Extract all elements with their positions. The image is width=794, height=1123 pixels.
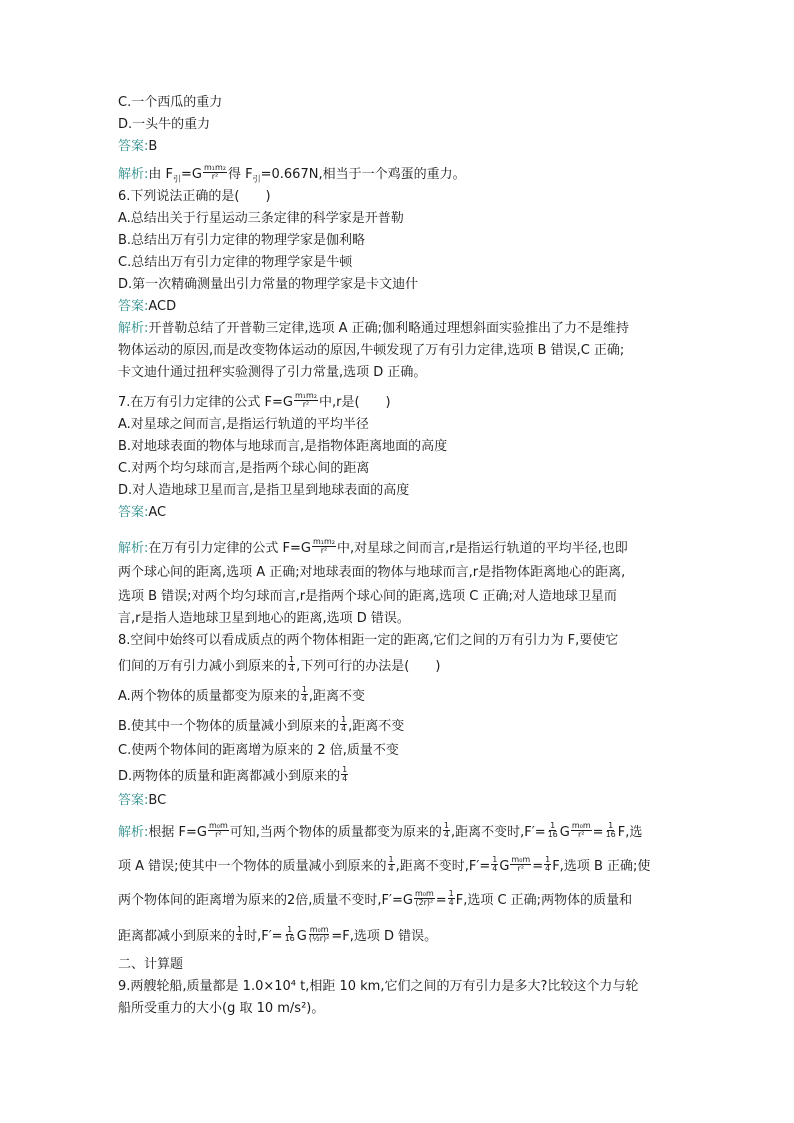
q8-explanation-line-3 xyxy=(118,889,633,910)
q7-answer xyxy=(118,504,166,522)
fraction-denominator: r² xyxy=(517,864,525,873)
option-text: D.两物体的质量和距离都减小到原来的 xyxy=(118,769,341,784)
explanation-text: =F,选项 D 错误。 xyxy=(331,929,438,944)
q8-explanation-line-2 xyxy=(118,855,651,876)
fraction xyxy=(208,822,229,839)
q8-explanation-line-1 xyxy=(118,821,643,842)
q6-explanation-line-2: 物体运动的原因,而是改变物体运动的原因,牛顿发现了万有引力定律,选项 B 错误,C 正确; xyxy=(118,343,625,358)
explanation-text: F,选项 B 正确;使 xyxy=(552,859,651,874)
explanation-text: 时,F′= xyxy=(244,929,283,944)
fraction-denominator: r² xyxy=(320,546,328,555)
q7-option-c: C.对两个均匀球而言,是指两个球心间的距离 xyxy=(118,461,370,476)
option-text: ,距离不变 xyxy=(348,719,405,734)
q8-answer xyxy=(118,792,166,810)
explanation-text: F,选 xyxy=(617,825,643,840)
fraction-denominator: 4 xyxy=(388,864,394,873)
q8-option-d xyxy=(118,765,349,786)
answer-label: 答案: xyxy=(118,793,149,808)
fraction xyxy=(443,822,450,839)
q7-explanation-line-4: 言,r是指人造地球卫星到地心的距离,选项 D 错误。 xyxy=(118,611,410,626)
q6-stem: 6.下列说法正确的是( ) xyxy=(118,189,271,204)
q5-option-c: C.一个西瓜的重力 xyxy=(118,95,223,110)
fraction-denominator: r² xyxy=(578,830,585,839)
fraction-numerator: 1 xyxy=(492,855,498,864)
fraction-numerator: m₀m xyxy=(414,889,434,898)
explanation-text: 由 F xyxy=(148,167,174,182)
explanation-label: 解析: xyxy=(118,167,149,182)
fraction-denominator: 4 xyxy=(301,694,307,703)
explanation-label: 解析: xyxy=(118,321,149,336)
fraction-numerator: 1 xyxy=(342,765,348,774)
explanation-text: 根据 F=G xyxy=(148,825,207,840)
fraction-denominator: r² xyxy=(211,172,219,181)
fraction-denominator: 4 xyxy=(237,934,243,943)
q9-line-2: 船所受重力的大小(g 取 10 m/s²)。 xyxy=(118,1001,325,1016)
stem-text: ,下列可行的办法是( ) xyxy=(296,659,441,674)
q6-option-d: D.第一次精确测量出引力常量的物理学家是卡文迪什 xyxy=(118,277,419,292)
q8-stem-line-1: 8.空间中始终可以看成质点的两个物体相距一定的距离,它们之间的万有引力为 F,要使它 xyxy=(118,633,619,648)
answer-value: ACD xyxy=(148,299,177,314)
fraction-numerator: m₀m xyxy=(208,821,228,830)
explanation-text: 两个物体间的距离增为原来的2倍,质量不变时,F′=G xyxy=(118,893,413,908)
q7-option-b: B.对地球表面的物体与地球而言,是指物体距离地面的高度 xyxy=(118,439,448,454)
explanation-text: = xyxy=(532,859,544,874)
q8-option-b xyxy=(118,715,405,736)
q6-explanation-line-1 xyxy=(118,320,629,338)
section-title: 二、计算题 xyxy=(118,957,184,972)
q6-option-a: A.总结出关于行星运动三条定律的科学家是开普勒 xyxy=(118,211,404,226)
fraction-denominator: 4 xyxy=(448,898,454,907)
fraction-denominator: (2r)² xyxy=(415,898,434,907)
option-text: ,距离不变 xyxy=(308,689,366,704)
fraction xyxy=(308,926,331,943)
fraction-numerator: 1 xyxy=(289,655,295,664)
q7-explanation-line-1 xyxy=(118,537,628,558)
stem-text: 7.在万有引力定律的公式 F=G xyxy=(118,395,293,410)
explanation-text: G xyxy=(499,859,510,874)
fraction-denominator: 16 xyxy=(284,934,295,943)
answer-value: B xyxy=(148,139,158,154)
fraction-numerator: m₁m₂ xyxy=(294,391,317,400)
q7-explanation-line-2: 两个球心间的距离,选项 A 正确;对地球表面的物体与地球而言,r是指物体距离地心的距离, xyxy=(118,565,626,580)
q7-option-d: D.对人造地球卫星而言,是指卫星到地球表面的高度 xyxy=(118,483,410,498)
q7-stem xyxy=(118,391,391,412)
explanation-label: 解析: xyxy=(118,541,149,556)
q5-explanation xyxy=(118,163,466,189)
q8-explanation-line-4 xyxy=(118,925,438,946)
explanation-text: G xyxy=(559,825,570,840)
explanation-text: 在万有引力定律的公式 F=G xyxy=(148,541,311,556)
fraction-denominator: 4 xyxy=(341,724,347,733)
fraction-denominator: r² xyxy=(302,400,310,409)
answer-label: 答案: xyxy=(118,299,149,314)
explanation-text: 项 A 错误;使其中一个物体的质量减小到原来的 xyxy=(118,859,387,874)
fraction-numerator: m₀m xyxy=(571,821,591,830)
answer-label: 答案: xyxy=(118,505,149,520)
stem-text: 中,r是( ) xyxy=(318,395,391,410)
q6-answer xyxy=(118,298,176,316)
fraction xyxy=(284,926,296,943)
explanation-text: 中,对星球之间而言,r是指运行轨道的平均半径,也即 xyxy=(336,541,628,556)
fraction-denominator: (½r)² xyxy=(308,934,330,943)
fraction xyxy=(544,856,551,873)
fraction-numerator: 1 xyxy=(301,685,307,694)
fraction-numerator: 1 xyxy=(341,715,347,724)
fraction-numerator: m₁m₂ xyxy=(312,537,335,546)
q5-option-d: D.一头牛的重力 xyxy=(118,117,211,132)
fraction xyxy=(340,716,347,733)
fraction-numerator: m₁m₂ xyxy=(203,163,226,172)
answer-value: BC xyxy=(148,793,167,808)
stem-text: 们间的万有引力减小到原来的 xyxy=(118,659,288,674)
q6-explanation-line-3: 卡文迪什通过扭秤实验测得了引力常量,选项 D 正确。 xyxy=(118,365,427,380)
fraction xyxy=(294,392,318,409)
option-text: B.使其中一个物体的质量减小到原来的 xyxy=(118,719,340,734)
fraction xyxy=(341,766,348,783)
fraction xyxy=(571,822,592,839)
fraction xyxy=(491,856,498,873)
fraction-numerator: 1 xyxy=(237,925,243,934)
explanation-text: ,距离不变时,F′= xyxy=(451,825,546,840)
fraction-denominator: 4 xyxy=(492,864,498,873)
explanation-text: =G xyxy=(181,167,202,182)
explanation-text: =0.667N,相当于一个鸡蛋的重力。 xyxy=(260,167,466,182)
fraction-numerator: 1 xyxy=(448,889,454,898)
fraction-denominator: 16 xyxy=(605,830,616,839)
explanation-text: G xyxy=(296,929,307,944)
fraction-numerator: m₀m xyxy=(511,855,531,864)
subscript: 引 xyxy=(173,174,182,184)
fraction-numerator: 1 xyxy=(608,821,614,830)
fraction-numerator: m₀m xyxy=(309,925,329,934)
q8-option-a xyxy=(118,685,366,706)
fraction xyxy=(301,686,308,703)
fraction xyxy=(388,856,395,873)
fraction xyxy=(547,822,559,839)
fraction xyxy=(203,164,227,181)
explanation-text: 距离都减小到原来的 xyxy=(118,929,236,944)
fraction-denominator: 4 xyxy=(545,864,551,873)
fraction-denominator: r² xyxy=(215,830,222,839)
fraction-denominator: 4 xyxy=(289,664,295,673)
q7-option-a: A.对星球之间而言,是指运行轨道的平均半径 xyxy=(118,417,369,432)
explanation-text: = xyxy=(435,893,447,908)
q8-stem-line-2 xyxy=(118,655,441,676)
fraction xyxy=(605,822,617,839)
fraction-denominator: 4 xyxy=(342,774,348,783)
answer-value: AC xyxy=(148,505,167,520)
fraction xyxy=(312,538,336,555)
fraction-numerator: 1 xyxy=(550,821,556,830)
explanation-text: 可知,当两个物体的质量都变为原来的 xyxy=(229,825,442,840)
fraction-numerator: 1 xyxy=(443,821,449,830)
q6-option-c: C.总结出万有引力定律的物理学家是牛顿 xyxy=(118,255,353,270)
fraction-denominator: 4 xyxy=(443,830,449,839)
explanation-text: 开普勒总结了开普勒三定律,选项 A 正确;伽利略通过理想斜面实验推出了力不是维持 xyxy=(148,321,630,336)
q9-line-1: 9.两艘轮船,质量都是 1.0×10⁴ t,相距 10 km,它们之间的万有引力是多大?比较这个力与轮 xyxy=(118,979,639,994)
explanation-text: = xyxy=(592,825,604,840)
q6-option-b: B.总结出万有引力定律的物理学家是伽利略 xyxy=(118,233,366,248)
fraction-numerator: 1 xyxy=(545,855,551,864)
fraction-numerator: 1 xyxy=(388,855,394,864)
explanation-text: 得 F xyxy=(227,167,253,182)
fraction xyxy=(510,856,531,873)
explanation-label: 解析: xyxy=(118,825,149,840)
fraction xyxy=(414,890,435,907)
fraction xyxy=(236,926,243,943)
explanation-text: ,距离不变时,F′= xyxy=(395,859,491,874)
q5-answer xyxy=(118,138,157,156)
explanation-text: F,选项 C 正确;两物体的质量和 xyxy=(455,893,633,908)
subscript: 引 xyxy=(252,174,261,184)
q8-option-c: C.使两个物体间的距离增为原来的 2 倍,质量不变 xyxy=(118,743,399,758)
option-text: A.两个物体的质量都变为原来的 xyxy=(118,689,300,704)
answer-label: 答案: xyxy=(118,139,149,154)
q7-explanation-line-3: 选项 B 错误;对两个均匀球而言,r是指两个球心间的距离,选项 C 正确;对人造地球卫星而 xyxy=(118,589,617,604)
fraction-numerator: 1 xyxy=(287,925,293,934)
fraction-denominator: 16 xyxy=(547,830,558,839)
fraction xyxy=(288,656,295,673)
fraction xyxy=(448,890,455,907)
